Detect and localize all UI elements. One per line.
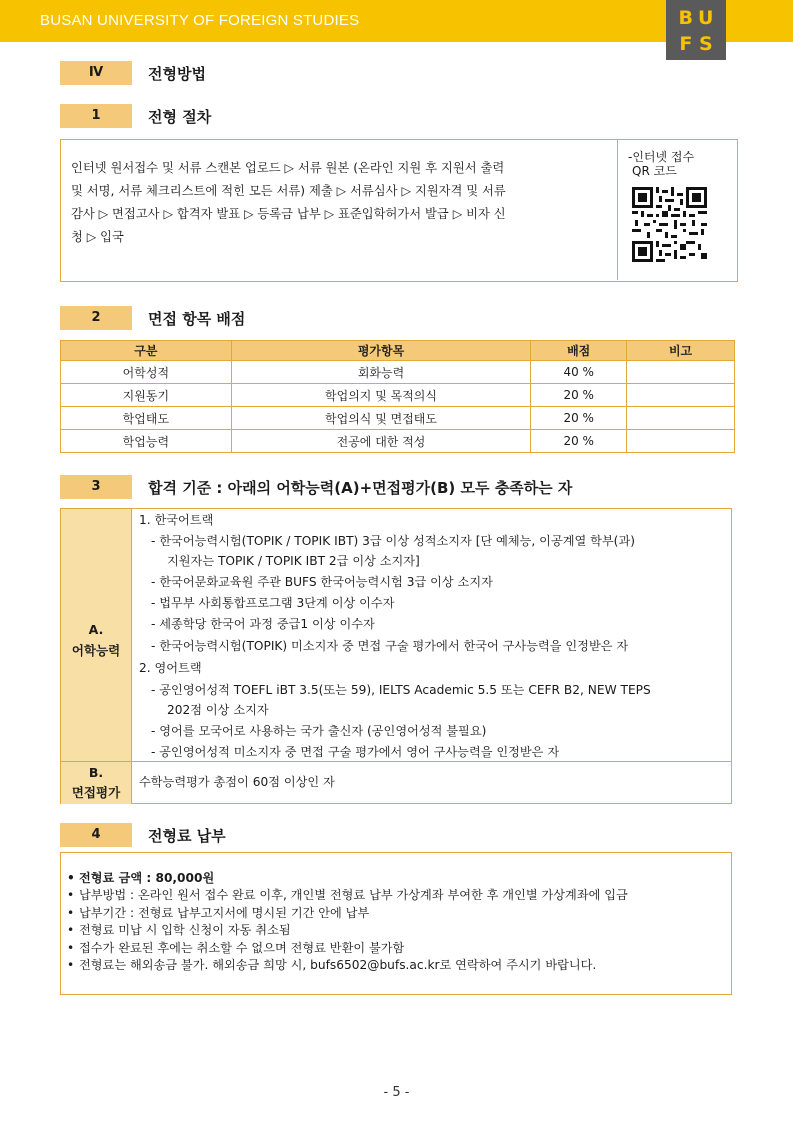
qr-label [628, 150, 694, 178]
fee-item: • 전형료 미납 시 입학 신청이 자동 취소됨 [67, 922, 628, 939]
table-cell: 학업의식 및 면접태도 [231, 407, 531, 430]
criteria-label-letter: A. [88, 622, 104, 637]
procedure-box [60, 139, 738, 282]
table-row [61, 384, 735, 407]
table-cell: 20 % [531, 407, 627, 430]
criteria-box [60, 508, 732, 804]
criteria-item: - 한국어문화교육원 주관 BUFS 한국어능력시험 3급 이상 소지자 [151, 575, 493, 589]
criteria-item: - 한국어능력시험(TOPIK / TOPIK IBT) 3급 이상 성적소지자 [단 예체능, 이공계열 학부(과) [151, 534, 635, 548]
qr-area [617, 140, 738, 280]
criteria-item: - 공인영어성적 미소지자 중 면접 구술 평가에서 영어 구사능력을 인정받은 자 [151, 745, 560, 759]
interview-criteria-text: 수학능력평가 총점이 60점 이상인 자 [139, 775, 335, 789]
fee-item: • 전형료 금액 : 80,000원 [67, 870, 628, 887]
fee-box [60, 852, 732, 995]
table-cell [627, 361, 735, 384]
section-number: 1 [60, 104, 132, 128]
criteria-item-continued: 지원자는 TOPIK / TOPIK IBT 2급 이상 소지자] [167, 554, 420, 568]
criteria-item: - 한국어능력시험(TOPIK) 미소지자 중 면접 구술 평가에서 한국어 구사능력을 인정받은 자 [151, 639, 629, 653]
criteria-item: - 공인영어성적 TOEFL iBT 3.5(또는 59), IELTS Academic 5.5 또는 CEFR B2, NEW TEPS [151, 683, 651, 697]
logo-letter: F [679, 33, 693, 55]
fee-item: • 납부기간 : 전형료 납부고지서에 명시된 기간 안에 납부 [67, 905, 628, 922]
fee-item: • 납부방법 : 온라인 원서 접수 완료 이후, 개인별 전형료 납부 가상계좌 부여한 후 개인별 가상계좌에 입금 [67, 887, 628, 904]
table-cell: 학업태도 [61, 407, 232, 430]
procedure-text [71, 157, 607, 249]
table-cell [627, 407, 735, 430]
qr-label-line: -인터넷 접수 [628, 150, 695, 164]
logo-letter: B [678, 7, 693, 29]
table-cell: 학업의지 및 목적의식 [231, 384, 531, 407]
criteria-label-a [61, 509, 132, 761]
criteria-label-letter: B. [88, 765, 104, 780]
table-cell: 어학성적 [61, 361, 232, 384]
table-row [61, 430, 735, 453]
criteria-item: - 세종학당 한국어 과정 중급1 이상 이수자 [151, 617, 375, 631]
table-cell [627, 384, 735, 407]
section-number: 3 [60, 475, 132, 499]
table-cell: 회화능력 [231, 361, 531, 384]
column-header: 비고 [627, 341, 735, 361]
track-heading: 1. 한국어트랙 [139, 513, 214, 527]
table-header-row [61, 341, 735, 361]
procedure-line: 청 ▷ 입국 [71, 230, 124, 244]
section-title: 합격 기준 : 아래의 어학능력(A)+면접평가(B) 모두 충족하는 자 [148, 478, 573, 497]
qr-code-icon[interactable] [632, 187, 707, 262]
table-cell: 40 % [531, 361, 627, 384]
section-number: Ⅳ [60, 61, 132, 85]
section-heading-criteria [60, 475, 572, 499]
fee-item: • 전형료는 해외송금 불가. 해외송금 희망 시, bufs6502@bufs.ac.kr로 연락하여 주시기 바랍니다. [67, 957, 628, 974]
section-heading-main [60, 61, 206, 85]
table-row [61, 407, 735, 430]
section-number: 2 [60, 306, 132, 330]
section-number: 4 [60, 823, 132, 847]
table-cell: 전공에 대한 적성 [231, 430, 531, 453]
section-title: 전형 절차 [148, 107, 212, 126]
section-title: 면접 항목 배점 [148, 309, 246, 328]
logo-letter: S [698, 33, 713, 55]
criteria-item-continued: 202점 이상 소지자 [167, 703, 269, 717]
page-number: - 5 - [383, 1085, 410, 1100]
university-name: BUSAN UNIVERSITY OF FOREIGN STUDIES [40, 12, 360, 29]
bufs-logo [666, 0, 726, 60]
column-header: 평가항목 [231, 341, 531, 361]
criteria-label-b [61, 761, 132, 804]
qr-label-line: QR 코드 [632, 164, 677, 178]
table-row [61, 361, 735, 384]
column-header: 배점 [531, 341, 627, 361]
procedure-line: 인터넷 원서접수 및 서류 스캔본 업로드 ▷ 서류 원본 (온라인 지원 후 지원서 출력 [71, 161, 505, 175]
table-cell: 20 % [531, 430, 627, 453]
fee-item: • 접수가 완료된 후에는 취소할 수 없으며 전형료 반환이 불가함 [67, 940, 628, 957]
column-header: 구분 [61, 341, 232, 361]
criteria-divider [131, 761, 731, 762]
table-cell: 학업능력 [61, 430, 232, 453]
table-cell [627, 430, 735, 453]
section-title: 전형료 납부 [148, 826, 226, 845]
table-cell: 20 % [531, 384, 627, 407]
procedure-line: 및 서명, 서류 체크리스트에 적힌 모든 서류) 제출 ▷ 서류심사 ▷ 지원자격 및 서류 [71, 184, 506, 198]
section-heading-scoring [60, 306, 245, 330]
procedure-line: 감사 ▷ 면접고사 ▷ 합격자 발표 ▷ 등록금 납부 ▷ 표준입학허가서 발급 ▷ 비자 신 [71, 207, 506, 221]
table-cell: 지원동기 [61, 384, 232, 407]
fee-list [67, 870, 628, 974]
criteria-label-text: 어학능력 [71, 643, 121, 658]
track-heading: 2. 영어트랙 [139, 661, 202, 675]
section-heading-fee [60, 823, 226, 847]
criteria-item: - 법무부 사회통합프로그램 3단계 이상 이수자 [151, 596, 395, 610]
section-title: 전형방법 [148, 64, 206, 83]
criteria-label-text: 면접평가 [71, 785, 121, 800]
scoring-table [60, 340, 735, 453]
section-heading-procedure [60, 104, 211, 128]
logo-letter: U [698, 7, 714, 29]
criteria-item: - 영어를 모국어로 사용하는 국가 출신자 (공인영어성적 불필요) [151, 724, 487, 738]
